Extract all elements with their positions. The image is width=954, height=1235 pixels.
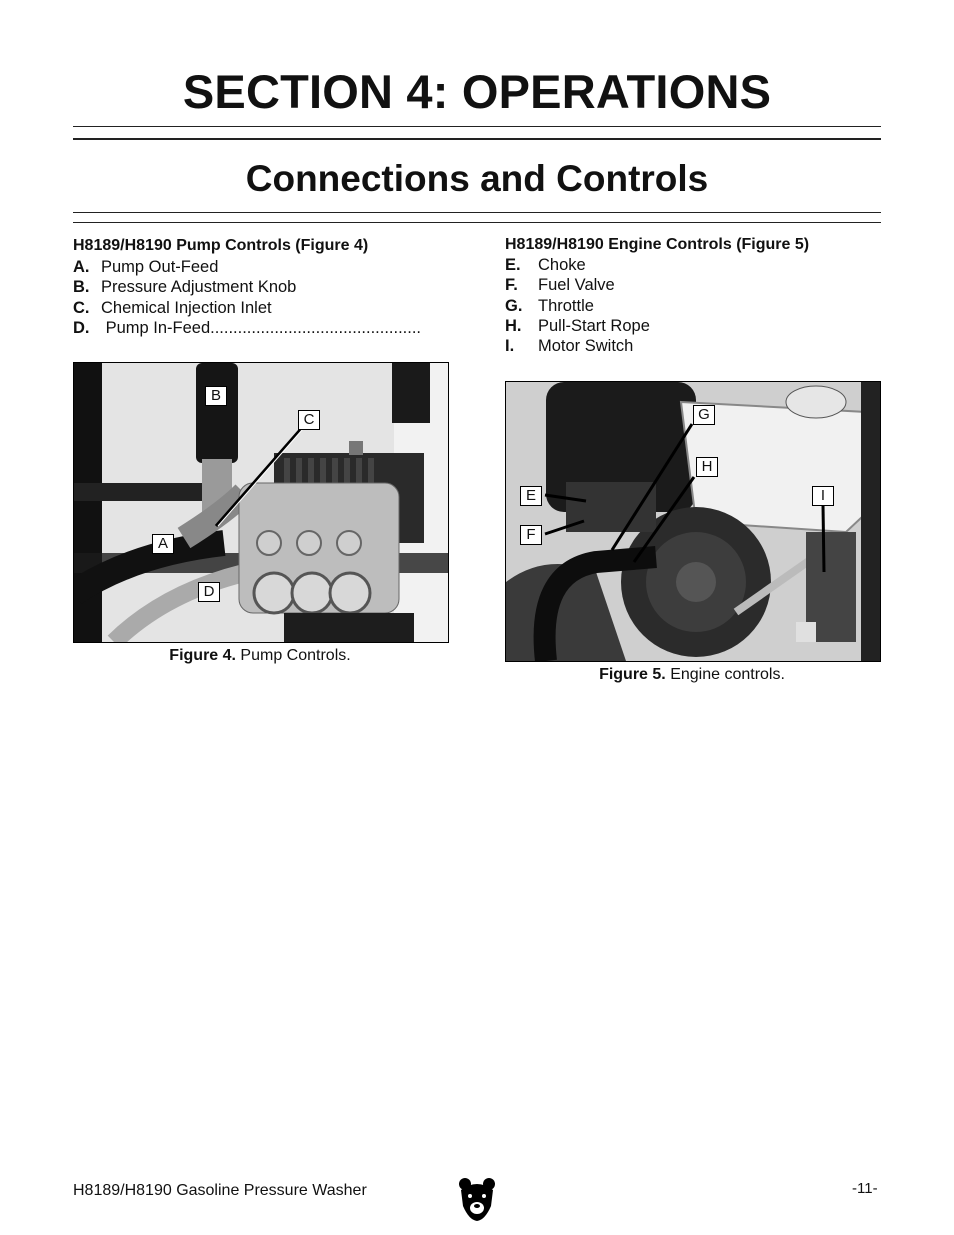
item-label: Fuel Valve (538, 276, 615, 295)
footer-product-name: H8189/H8190 Gasoline Pressure Washer (73, 1182, 367, 1199)
figure-4-pump-photo (73, 362, 449, 643)
callout-c: C (298, 410, 320, 430)
pump-controls-heading: H8189/H8190 Pump Controls (Figure 4) (73, 237, 369, 254)
caption-text: Pump Controls. (235, 647, 351, 664)
item-key: D. (73, 318, 90, 337)
section-title: SECTION 4: OPERATIONS (182, 65, 772, 118)
list-item (505, 275, 905, 295)
callout-g: G (693, 405, 715, 425)
list-item (505, 336, 905, 356)
item-key: C. (73, 298, 90, 317)
divider (73, 222, 881, 223)
item-key: I. (505, 337, 515, 356)
callout-d: D (198, 582, 220, 602)
item-key: B. (73, 278, 90, 297)
divider (73, 212, 881, 213)
item-label: Pump Out-Feed (101, 258, 219, 276)
pump-illustration (74, 363, 448, 642)
page-number: -11- (852, 1180, 878, 1197)
list-item (73, 318, 473, 338)
callout-b: B (205, 386, 227, 406)
divider (73, 138, 881, 140)
figure-5-engine-photo (505, 381, 881, 662)
item-label: Pull-Start Rope (538, 316, 650, 335)
pump-controls-section (73, 237, 473, 338)
item-key: H. (505, 316, 522, 335)
list-item (505, 296, 905, 316)
item-label: Pressure Adjustment Knob (101, 278, 297, 297)
list-item (73, 277, 473, 297)
figure-5-caption (505, 666, 879, 684)
item-label: Pump In-Feed.............................................. (101, 318, 422, 337)
list-item (73, 298, 473, 318)
divider (73, 126, 881, 127)
item-label: Choke (538, 256, 586, 274)
figure-4-caption (73, 647, 447, 665)
caption-label: Figure 4. (169, 647, 236, 664)
engine-controls-list (505, 255, 905, 356)
item-label: Throttle (538, 296, 594, 315)
item-label: Motor Switch (538, 337, 634, 356)
list-item (505, 316, 905, 336)
bear-logo-icon (458, 1176, 496, 1222)
item-key: F. (505, 276, 518, 295)
item-key: A. (73, 258, 90, 276)
engine-controls-heading: H8189/H8190 Engine Controls (Figure 5) (505, 236, 810, 253)
subsection-title: Connections and Controls (245, 158, 709, 199)
engine-controls-section (505, 236, 905, 356)
callout-e: E (520, 486, 542, 506)
callout-i: I (812, 486, 834, 506)
callout-f: F (520, 525, 542, 545)
caption-text: Engine controls. (665, 666, 785, 683)
item-key: G. (505, 296, 523, 315)
item-key: E. (505, 256, 521, 274)
callout-a: A (152, 534, 174, 554)
caption-label: Figure 5. (599, 666, 666, 683)
callout-h: H (696, 457, 718, 477)
pump-controls-list (73, 257, 473, 338)
list-item (505, 255, 905, 275)
list-item (73, 257, 473, 277)
item-label: Chemical Injection Inlet (101, 298, 272, 317)
